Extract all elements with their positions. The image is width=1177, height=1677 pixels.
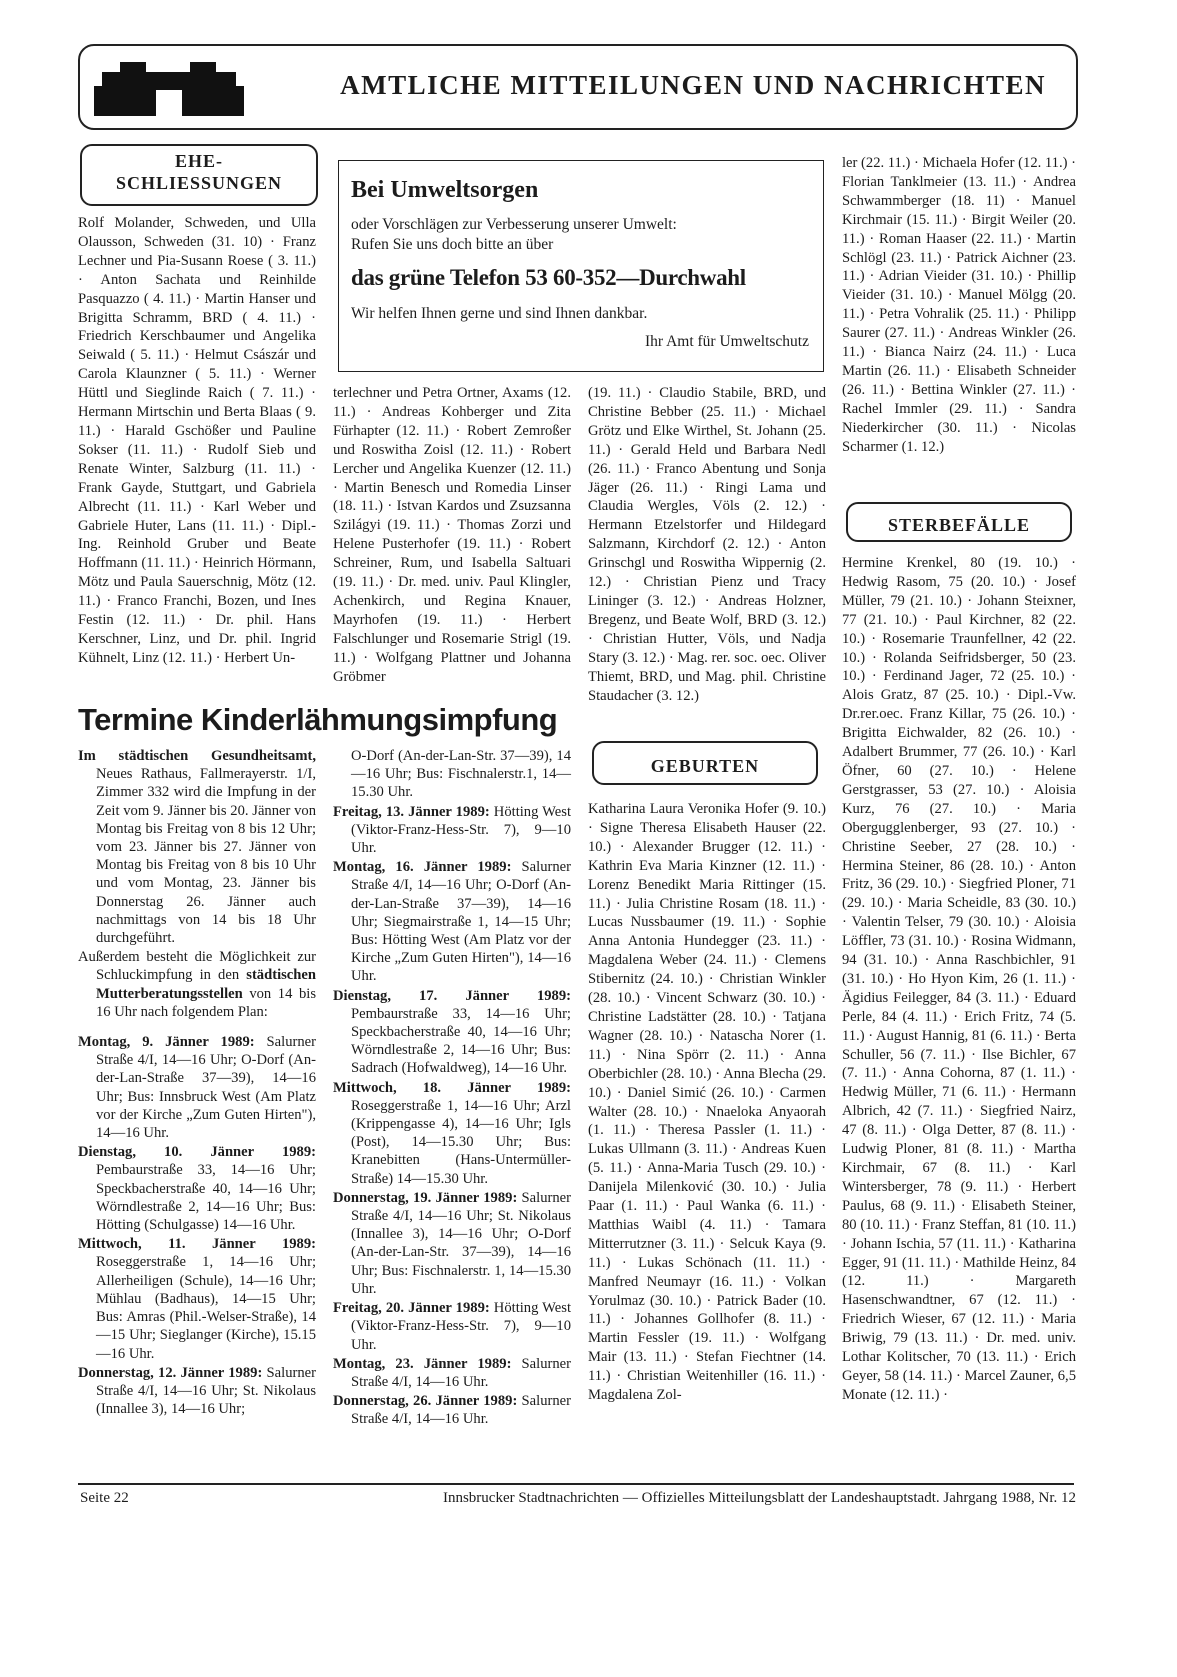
schedule-entry (333, 1392, 571, 1428)
schedule-day: Mittwoch, 18. Jänner 1989: (333, 1079, 571, 1096)
section-heading-geburten: GEBURTEN (592, 741, 818, 785)
vaccination-heading: Termine Kinderlähmungsimpfung (78, 702, 558, 737)
schedule-entry (333, 858, 571, 985)
schedule-text: Salurner Straße 4/I, 14—16 Uhr; O-Dorf (An-der-Lan-Straße 37—39), 14—16 Uhr; Bus: Innsbruck West (Am Platz vor der Kirche „Zum Guten Hirten"), 14—16 Uhr. (96, 1034, 316, 1142)
schedule-text: Pembaurstraße 33, 14—16 Uhr; Speckbacherstraße 40, 14—16 Uhr; Wörndlestraße 2, 14—16 Uhr; Bus: Sadrach (Hofwaldweg), 14—16 Uhr. (351, 1005, 571, 1077)
environment-notice-box (338, 160, 824, 372)
schedule-day: Mittwoch, 11. Jänner 1989: (78, 1236, 316, 1253)
schedule-text: Roseggerstraße 1, 14—16 Uhr; Allerheiligen (Schule), 14—16 Uhr; Mühlau (Badhaus), 14—15 Uhr; Bus: Amras (Phil.-Welser-Straße), 14—15 Uhr; Sieglanger (Kirche), 15.15—16 Uhr. (96, 1254, 316, 1362)
schedule-entry (333, 803, 571, 858)
schedule-text: Hötting West (Viktor-Franz-Hess-Str. 7), 9—10 Uhr. (351, 1300, 571, 1353)
environment-line-3: Wir helfen Ihnen gerne und sind Ihnen dankbar. (351, 305, 648, 322)
schedule-text: Salurner Straße 4/I, 14—16 Uhr; St. Nikolaus (Innallee 3), 14—16 Uhr; (96, 1364, 316, 1418)
schedule-entry (78, 1235, 316, 1362)
environment-line-2: Rufen Sie uns doch bitte an über (351, 236, 554, 253)
sterbefaelle-text: Hermine Krenkel, 80 (19. 10.) · Hedwig Rasom, 75 (20. 10.) · Josef Müller, 79 (21. 10.) · Johann Steixner, 77 (21. 10.) · Paul Kirchner, 82 (22. 10.) · Rosemarie Traunfellner, 42 (22. 10.) · Rolanda Seifridsberger, 50 (23. 10.) · Ferdinand Jager, 72 (25. 10.) · Alois Gratz, 87 (25. 10.) · Dipl.-Vw. Dr.rer.oec. Franz Killar, 75 (26. 10.) · Brigitta Eichwalder, 82 (26. 10.) · Adalbert Brummer, 77 (26. 10.) · Karl Öfner, 60 (27. 10.) · Helene Gerstgrasser, 53 (27. 10.) · Aloisia Kurz, 76 (27. 10.) · Maria Obergugglenberger, 93 (27. 10.) · Christine Seeber, 27 (28. 10.) · Hermina Steiner, 86 (28. 10.) · Anton Fritz, 36 (29. 10.) · Siegfried Ploner, 71 (29. 10.) · Maria Scheidle, 83 (30. 10.) · Valentin Telser, 79 (30. 10.) · Aloisia Löffler, 73 (31. 10.) · Rosina Widmann, 94 (31. 10.) · Anna Raschbichler, 91 (31. 10.) · Ho Hyon Kim, 26 (1. 11.) · Ägidius Feilegger, 84 (3. 11.) · Eduard Perle, 84 (4. 11.) · Erich Fritz, 74 (5. 11.) · August Hannig, 81 (6. 11.) · Berta Schuller, 56 (7. 11.) · Ilse Bichler, 67 (7. 11.) · Anna Cohorna, 87 (1. 11.) · Hedwig Müller, 71 (6. 11.) · Hermann Albrich, 42 (7. 11.) · Siegfried Nairz, 47 (8. 11.) · Olga Detter, 87 (8. 11.) · Ludwig Ploner, 81 (8. 11.) · Martha Kirchmair, 67 (8. 11.) · Karl Wintersberger, 78 (9. 11.) · Herbert Paulus, 68 (9. 11.) · Elisabeth Steiner, 80 (10. 11.) · Franz Steffan, 81 (10. 11.) · Johann Ischia, 57 (11. 11.) · Katharina Egger, 91 (11. 11.) · Mathilde Heinz, 84 (12. 11.) · Margareth Hasenschwandtner, 67 (12. 11.) · Friedrich Wieser, 67 (12. 11.) · Maria Briwig, 79 (13. 11.) · Dr. med. univ. Lothar Kolitscher, 70 (13. 11.) · Erich Geyer, 58 (14. 11.) · Marcel Zauner, 6,5 Monate (12. 11.) · (842, 555, 1076, 1403)
ehe-column-1: Rolf Molander, Schweden, und Ulla Olausson, Schweden (31. 10) · Franz Lechner und Pia-Susann Roese ( 3. 11.) · Anton Sachata und Reinhilde Pasquazzo ( 4. 11.) · Martin Hanser und Brigitta Schramm, BRD ( 4. 11.) · Friedrich Kerschbaumer und Angelika Seiwald ( 5. 11.) · Helmut Császár und Carola Klaunzner ( 5. 11.) · Werner Hüttl und Sieglinde Raich ( 7. 11.) · Hermann Mirtschin und Berta Blaas ( 9. 11.) · Harald Gschößer und Pauline Sokser (11. 11.) · Rudolf Sieb und Renate Winter, Salzburg (11. 11.) · Frank Gayde, Stuttgart, und Gabriela Albrecht (11. 11.) · Karl Weber und Gabriele Huter, Lans (11. 11.) · Dipl.-Ing. Reinhold Gruber und Beate Hoffmann (11. 11.) · Heinrich Hörmann, Mötz und Paula Sauerschnig, Mötz (12. 11.) · Franco Franchi, Bozen, und Ines Festin (12. 11.) · Dr. phil. Hans Kerschner, Linz, und Dr. phil. Ingrid Kühnelt, Linz (12. 11.) · Herbert Un- (78, 215, 316, 666)
schedule-day: Montag, 9. Jänner 1989: (78, 1034, 255, 1051)
schedule-text: Salurner Straße 4/I, 14—16 Uhr. (351, 1355, 571, 1390)
schedule-text: Salurner Straße 4/I, 14—16 Uhr; O-Dorf (An-der-Lan-Straße 37—39), 14—16 Uhr; Siegmairstraße 1, 14—15 Uhr; Bus: Hötting West (Am Platz vor der Kirche „Zum Guten Hirten"), 14—16 Uhr. (351, 859, 571, 985)
schedule-day: Donnerstag, 26. Jänner 1989: (333, 1393, 518, 1410)
schedule-day: Montag, 16. Jänner 1989: (333, 859, 512, 876)
environment-phone: das grüne Telefon 53 60-352—Durchwahl (351, 265, 746, 290)
schedule-day: Donnerstag, 12. Jänner 1989: (78, 1364, 263, 1381)
vaccination-column-left: Im städtischen Gesundheitsamt, Neues Rathaus, Fallmerayerstr. 1/I, Zimmer 332 wird die Impfung in der Zeit vom 9. Jänner bis 20. Jänner von Montag bis Freitag von 8 bis 12 Uhr; vom 23. Jänner bis 27. Jänner von Montag bis Freitag von 8 bis 10 Uhr und vom Montag, 23. Jänner bis Donnerstag 26. Jänner auch nachmittags von 14 bis 18 Uhr durchgeführt. Außerdem besteht die Möglichkeit zur Schluckimpfung in den städtischen Mutterberatungsstellen von 14 bis 16 Uhr nach folgendem Plan: Montag, 9. Jänner 1989: Salurner Straße 4/I, 14—16 Uhr; O-Dorf (An-der-Lan-Straße 37—39), 14—16 Uhr; Bus: Innsbruck West (Am Platz vor der Kirche „Zum Guten Hirten"), 14—16 Uhr. Dienstag, 10. Jänner 1989: Pembaurstraße 33, 14—16 Uhr; Speckbacherstraße 40, 14—16 Uhr; Wörndlestraße 2, 14—16 Uhr; Bus: Hötting (Schulgasse) 14—16 Uhr. Mittwoch, 11. Jänner 1989: Roseggerstraße 1, 14—16 Uhr; Allerheiligen (Schule), 14—16 Uhr; Mühlau (Badhaus), 14—15 Uhr; Bus: Amras (Phil.-Welser-Straße), 14—15 Uhr; Sieglanger (Kirche), 15.15—16 Uhr. Donnerstag, 12. Jänner 1989: Salurner Straße 4/I, 14—16 Uhr; St. Nikolaus (Innallee 3), 14—16 Uhr; (78, 748, 317, 1418)
environment-signature: Ihr Amt für Umweltschutz (644, 333, 809, 350)
schedule-text: Roseggerstraße 1, 14—16 Uhr; Arzl (Krippengasse 4), 14—16 Uhr; Igls (Post), 14—15.30 Uhr; Bus: Kranebitten (Hans-Untermüller-Straße) 14—15.30 Uhr. (351, 1097, 571, 1187)
schedule-day: Montag, 23. Jänner 1989: (333, 1355, 512, 1372)
schedule-entry (78, 1143, 316, 1234)
schedule-entry (78, 1033, 316, 1142)
header-banner (78, 44, 1078, 130)
schedule-text: Salurner Straße 4/I, 14—16 Uhr; St. Nikolaus (Innallee 3), 14—16 Uhr; O-Dorf (An-der-Lan-Str. 37—39), 14—16 Uhr; Bus: Fischnalerstr. 1, 14—15.30 Uhr. (351, 1189, 571, 1297)
schedule-entry (333, 1189, 571, 1298)
environment-title: Bei Umweltsorgen (351, 177, 539, 203)
schedule-day: Donnerstag, 19. Jänner 1989: (333, 1189, 518, 1206)
schedule-entry (333, 1355, 571, 1391)
environment-line-1: oder Vorschlägen zur Verbesserung unserer Umwelt: (351, 216, 677, 233)
footer-rule (78, 1483, 1074, 1485)
schedule-text: Pembaurstraße 33, 14—16 Uhr; Speckbacherstraße 40, 14—16 Uhr; Wörndlestraße 2, 14—16 Uhr; Bus: Hötting (Schulgasse) 14—16 Uhr. (96, 1162, 316, 1234)
schedule-text: Salurner Straße 4/I, 14—16 Uhr. (351, 1393, 571, 1428)
schedule-text: Hötting West (Viktor-Franz-Hess-Str. 7), 9—10 Uhr. (351, 803, 571, 857)
schedule-entry: O-Dorf (An-der-Lan-Str. 37—39), 14—16 Uhr; Bus: Fischnalerstr.1, 14—15.30 Uhr. (351, 748, 571, 801)
section-heading-sterbefaelle: STERBEFÄLLE (846, 502, 1072, 542)
schedule-day: Dienstag, 17. Jänner 1989: (333, 987, 571, 1004)
geburten-continuation: ler (22. 11.) · Michaela Hofer (12. 11.) · Florian Tanklmeier (13. 11.) · Andrea Schwammberger (18. 11) · Manuel Kirchmair (15. 11.) · Birgit Weiler (20. 11.) · Roman Haaser (22. 11.) · Martin Schlögl (23. 11.) · Patrick Aichner (23. 11.) · Adrian Vieider (31. 10.) · Phillip Vieider (31. 10.) · Manuel Mölgg (20. 11.) · Petra Vohralik (25. 11.) · Philipp Saurer (27. 11.) · Andreas Winkler (26. 11.) · Bianca Nairz (24. 11.) · Luca Martin (26. 11.) · Elisabeth Schneider (26. 11.) · Bettina Winkler (27. 11.) · Rachel Immler (29. 11.) · Sandra Niederkircher (30. 11.) · Nicolas Scharmer (1. 12.) (842, 155, 1076, 455)
schedule-entry (78, 1364, 316, 1419)
schedule-entry (333, 1299, 571, 1354)
schedule-day: Freitag, 20. Jänner 1989: (333, 1300, 490, 1317)
section-heading-eheschliessungen: EHE- SCHLIESSUNGEN (80, 144, 318, 206)
schedule-entry (333, 987, 571, 1078)
vaccination-column-right (333, 747, 571, 1430)
page-title: AMTLICHE MITTEILUNGEN UND NACHRICHTEN (340, 70, 1046, 100)
publication-line: Innsbrucker Stadtnachrichten — Offizielles Mitteilungsblatt der Landeshauptstadt. Jahrgang 1988, Nr. 12 (442, 1490, 1076, 1506)
city-tower-logo-icon (94, 60, 244, 116)
ehe-column-3: (19. 11.) · Claudio Stabile, BRD, und Christine Bebber (25. 11.) · Michael Grötz und Elke Wirthel, St. Johann (25. 11.) · Gerald Held und Barbara Nedl (26. 11.) · Franco Abentung und Sonja Jäger (26. 11.) · Ringi Lama und Claudia Wergles, Völs (2. 12.) · Hermann Etzelstorfer und Hildegard Salzmann, Kirchdorf (2. 12.) · Anton Grinschgl und Roswitha Wippernig (2. 12.) · Christian Pienz und Tracy Lininger (3. 12.) · Andreas Holzner, Bregenz, und Beate Wolf, BRD (3. 12.) · Christian Hutter, Völs, und Nadja Stary (3. 12.) · Mag. rer. soc. oec. Oliver Thiemt, BRD, und Mag. phil. Christine Staudacher (3. 12.) (588, 385, 826, 704)
geburten-text: Katharina Laura Veronika Hofer (9. 10.) · Signe Theresa Elisabeth Hauser (22. 10.) · Alexander Brugger (12. 11.) · Kathrin Eva Maria Kinzner (12. 11.) · Lorenz Benedikt Maria Rittinger (15. 11.) · Julia Christine Rosam (18. 11.) · Lucas Nussbaumer (19. 11.) · Sophie Anna Antonia Hundegger (23. 11.) · Magdalena Weber (24. 11.) · Clemens Stibernitz (24. 10.) · Christian Winkler (28. 10.) · Vincent Schwarz (30. 10.) · Christine Ladstätter (28. 10.) · Tatjana Wagner (28. 10.) · Natascha Norer (1. 11.) · Nina Spörr (2. 11.) · Anna Oberbichler (28. 10.) · Anna Blecha (29. 10.) · Daniel Simić (26. 10.) · Carmen Walter (28. 10.) · Nnaeloka Anyaorah (1. 11.) · Theresa Passler (1. 11.) · Lukas Ullmann (3. 11.) · Andreas Kuen (5. 11.) · Anna-Maria Tusch (29. 10.) · Danijela Milenković (30. 10.) · Julia Paar (1. 11.) · Paul Wanka (6. 11.) · Matthias Waibl (4. 11.) · Tamara Mitterrutzner (3. 11.) · Selcuk Kaya (9. 11.) · Lukas Schönach (11. 11.) · Manfred Neumayr (16. 11.) · Volkan Yorulmaz (30. 10.) · Patrick Bader (10. 11.) · Johannes Gollhofer (8. 11.) · Martin Fessler (19. 11.) · Wolfgang Mair (13. 11.) · Stefan Fiechtner (14. 11.) · Christian Weitenhiller (16. 11.) · Magdalena Zol- (588, 801, 826, 1404)
page-number: Seite 22 (80, 1490, 129, 1506)
schedule-day: Dienstag, 10. Jänner 1989: (78, 1144, 316, 1161)
ehe-column-2: terlechner und Petra Ortner, Axams (12. 11.) · Andreas Kohberger und Zita Fürhapter (12. 11.) · Robert Zemroßer und Roswitha Zoisl (12. 11.) · Robert Lercher und Angelika Kuenzer (12. 11.) · Martin Benesch und Romedia Linser (18. 11.) · Istvan Kardos und Zsuzsanna Szilágyi (19. 11.) · Thomas Zorzi und Helene Pusterhofer (19. 11.) · Robert Schreiner, Rum, und Isabella Saltuari (19. 11.) · Dr. med. univ. Paul Klingler, Achenkirch, und Regina Knauer, Mayrhofen (19. 11.) · Herbert Falschlunger und Rosemarie Strigl (19. 11.) · Wolfgang Plattner und Johanna Gröbmer (333, 385, 571, 685)
schedule-day: Freitag, 13. Jänner 1989: (333, 803, 490, 820)
schedule-entry (333, 1079, 571, 1188)
